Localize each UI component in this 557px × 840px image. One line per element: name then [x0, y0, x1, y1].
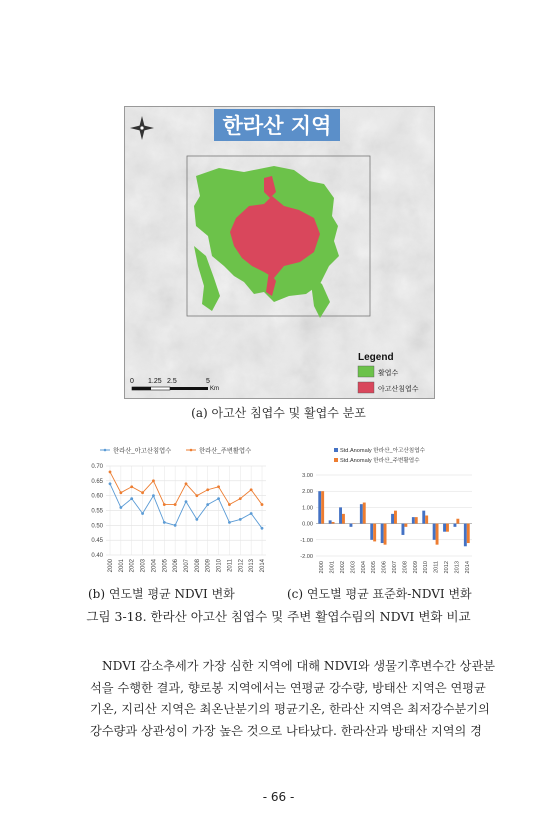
std-ndvi-bar-chart [286, 445, 476, 585]
bar [443, 524, 446, 532]
bar [456, 519, 459, 524]
data-point [206, 503, 209, 506]
x-tick-label: 2010 [423, 561, 430, 574]
legend-marker [190, 449, 193, 452]
y-tick-label: 2.00 [302, 489, 313, 496]
y-tick-label: 0.40 [91, 553, 103, 559]
data-point [141, 491, 144, 494]
body-line: NDVI 감소추세가 가장 심한 지역에 대해 NDVI와 생물기후변수간 상관분 [102, 659, 495, 673]
figure-caption: 그림 3-18. 한라산 아고산 침엽수 및 주변 활엽수림의 NDVI 변화 비교 [86, 609, 471, 624]
x-tick-label: 2013 [249, 559, 256, 573]
x-tick-label: 2014 [260, 559, 266, 573]
bar [329, 520, 332, 523]
bar [422, 511, 425, 524]
data-point [239, 497, 242, 500]
x-tick-label: 2005 [162, 559, 169, 573]
bar [394, 511, 397, 524]
y-tick-label: 0.00 [302, 521, 313, 528]
y-tick-label: 3.00 [302, 473, 313, 479]
y-tick-label: 0.45 [91, 538, 103, 545]
x-tick-label: 2006 [381, 561, 388, 574]
x-tick-label: 2004 [360, 561, 367, 574]
vegetation-distribution-map [124, 106, 435, 399]
bar [436, 524, 439, 545]
bar [349, 524, 352, 527]
data-point [239, 518, 242, 521]
svg-text:0: 0 [130, 378, 134, 385]
svg-text:5: 5 [206, 378, 210, 385]
bar [384, 524, 387, 545]
bar [339, 507, 342, 523]
data-point [163, 521, 166, 524]
x-tick-label: 2011 [433, 561, 440, 574]
bar [467, 524, 470, 543]
svg-text:2.5: 2.5 [167, 378, 177, 385]
ndvi-line-chart [80, 442, 270, 582]
bar [412, 517, 415, 523]
legend-swatch [334, 458, 338, 462]
x-tick-label: 2000 [319, 561, 326, 574]
data-point [119, 506, 122, 509]
x-tick-label: 2006 [173, 559, 180, 573]
bar [415, 517, 418, 523]
data-point [228, 521, 231, 524]
bar [370, 524, 373, 540]
data-point [119, 491, 122, 494]
y-tick-label: 0.60 [91, 493, 103, 500]
data-point [250, 488, 253, 491]
bar [373, 524, 376, 542]
bar [363, 503, 366, 524]
x-tick-label: 2002 [340, 561, 346, 574]
data-point [250, 512, 253, 515]
legend-label: 한라산_아고산침엽수 [113, 447, 172, 455]
x-tick-label: 2008 [194, 559, 201, 573]
y-tick-label: -1.00 [300, 537, 313, 544]
y-tick-label: 0.55 [91, 508, 103, 515]
x-tick-label: 2003 [350, 561, 357, 574]
x-tick-label: 2003 [140, 559, 147, 573]
data-point [217, 497, 220, 500]
bar [318, 491, 321, 523]
x-tick-label: 2007 [392, 561, 398, 574]
data-point [130, 485, 133, 488]
legend-label: Std.Anomaly 한라산_아고산침엽수 [340, 448, 426, 454]
x-tick-label: 2009 [205, 559, 212, 573]
data-point [195, 494, 198, 497]
x-tick-label: 2011 [227, 559, 234, 572]
legend-swatch [334, 448, 338, 452]
legend-item-subalpine: 아고산침엽수 [378, 385, 419, 393]
page-number: - 66 - [262, 790, 295, 804]
data-point [152, 479, 155, 482]
x-tick-label: 2005 [371, 561, 378, 574]
chart-b-caption: (b) 연도별 평균 NDVI 변화 [88, 587, 235, 601]
data-point [163, 503, 166, 506]
data-point [141, 512, 144, 515]
x-tick-label: 2009 [412, 561, 419, 574]
chart-c-caption: (c) 연도별 평균 표준화-NDVI 변화 [287, 587, 472, 601]
y-tick-label: 1.00 [302, 505, 313, 512]
data-point [206, 488, 209, 491]
svg-text:1.25: 1.25 [148, 378, 162, 385]
bar [381, 524, 384, 543]
data-point [195, 518, 198, 521]
data-point [185, 482, 188, 485]
data-point [261, 503, 264, 506]
legend-label: Std.Anomaly 한라산_주변활엽수 [340, 458, 420, 464]
bar [425, 516, 428, 524]
data-point [217, 485, 220, 488]
x-tick-label: 2004 [151, 559, 158, 573]
y-tick-label: 0.50 [91, 523, 103, 530]
map-caption: (a) 아고산 침엽수 및 활엽수 분포 [191, 406, 366, 420]
body-line: 강수량과 상관성이 가장 높은 것으로 나타났다. 한라산과 방태산 지역의 경 [90, 723, 482, 738]
data-point [174, 524, 177, 527]
map-title: 한라산 지역 [222, 114, 332, 138]
x-tick-label: 2012 [444, 561, 450, 574]
body-line: 기온, 지리산 지역은 최온난분기의 평균기온, 한라산 지역은 최저강수분기의 [90, 702, 490, 716]
bar [401, 524, 404, 535]
bar [321, 491, 324, 523]
data-point [228, 503, 231, 506]
bar [453, 524, 456, 527]
legend-label: 한라산_주변활엽수 [199, 447, 252, 455]
body-paragraph [90, 656, 500, 742]
data-point [174, 503, 177, 506]
x-tick-label: 2007 [184, 559, 190, 573]
svg-text:Km: Km [210, 386, 219, 392]
bar [342, 514, 345, 524]
body-line: 석을 수행한 결과, 향로봉 지역에서는 연평균 강수량, 방태산 지역은 연평균 [90, 680, 486, 695]
bar [391, 514, 394, 524]
x-tick-label: 2001 [118, 559, 125, 573]
data-point [152, 494, 155, 497]
bar [446, 524, 449, 532]
legend-item-deciduous: 활엽수 [378, 369, 399, 377]
x-tick-label: 2010 [216, 559, 223, 573]
bar [360, 504, 363, 523]
x-tick-label: 2014 [464, 561, 471, 574]
bar [404, 524, 407, 527]
x-tick-label: 2000 [108, 559, 114, 573]
data-point [261, 527, 264, 530]
data-point [109, 471, 112, 474]
data-point [130, 497, 133, 500]
bar [433, 524, 436, 540]
y-tick-label: 0.70 [91, 464, 103, 470]
data-point [185, 500, 188, 503]
x-tick-label: 2013 [454, 561, 461, 574]
legend-title: Legend [358, 352, 394, 363]
x-tick-label: 2008 [402, 561, 409, 574]
x-tick-label: 2002 [129, 559, 136, 573]
y-tick-label: 0.65 [91, 478, 103, 485]
data-point [109, 482, 112, 485]
x-tick-label: 2012 [238, 559, 245, 573]
legend-marker [104, 449, 107, 452]
x-tick-label: 2001 [329, 561, 336, 574]
bar [332, 522, 335, 524]
y-tick-label: -2.00 [300, 554, 313, 560]
bar [464, 524, 467, 547]
